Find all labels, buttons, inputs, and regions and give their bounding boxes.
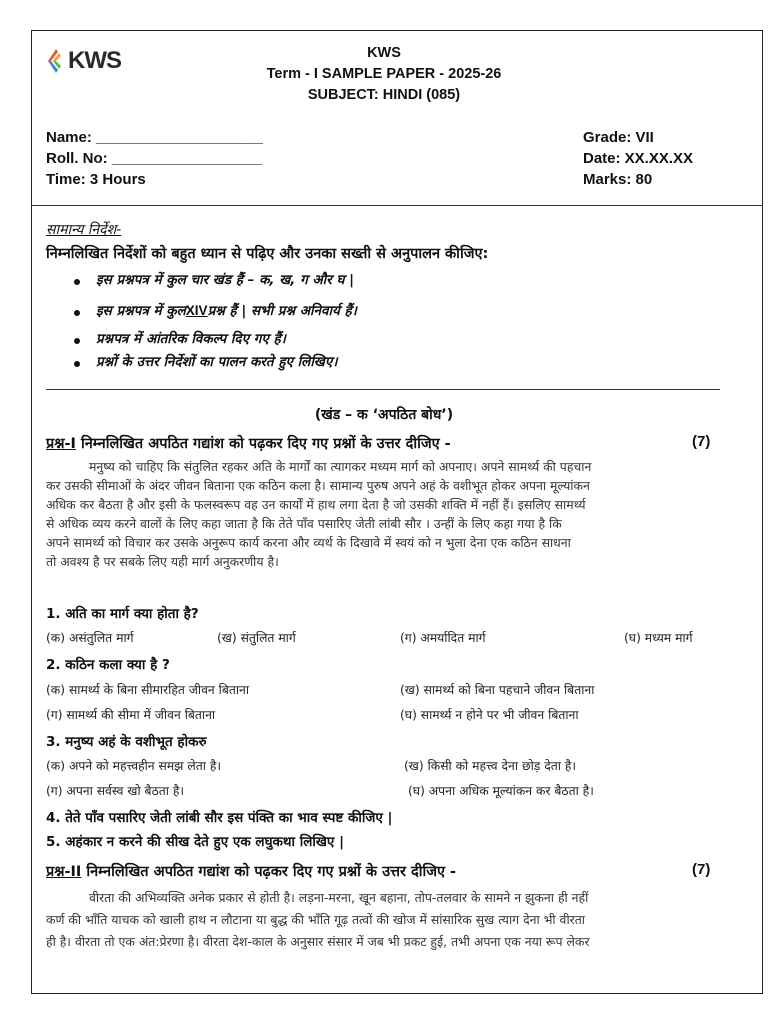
- option-b: (ख) संतुलित मार्ग: [217, 631, 296, 645]
- option-a: (क) सामर्थ्य के बिना सीमारहित जीवन बिताना: [46, 683, 250, 697]
- time-field: Time: 3 Hours: [46, 171, 146, 188]
- name-field: Name: ____________________: [46, 129, 263, 146]
- bullet: [74, 279, 80, 285]
- school-name: KWS: [367, 45, 401, 61]
- date-field: Date: XX.XX.XX: [583, 150, 694, 167]
- option-b: (ख) किसी को महत्त्व देना छोड़ देता है।: [404, 759, 577, 773]
- instructions-intro: निम्नलिखित निर्देशों को बहुत ध्यान से पढ़िए और उनका सख्ती से अनुपालन कीजिए:: [46, 246, 489, 262]
- question-2-heading: प्रश्न-II निम्नलिखित अपठित गद्यांश को पढ़कर दिए गए प्रश्नों के उत्तर दीजिए -: [46, 864, 457, 880]
- instruction-3: प्रश्नपत्र में आंतरिक विकल्प दिए गए हैं।: [96, 331, 286, 347]
- option-a: (क) असंतुलित मार्ग: [46, 631, 134, 645]
- option-d: (घ) मध्यम मार्ग: [624, 631, 693, 645]
- roll-field: Roll. No: __________________: [46, 150, 262, 167]
- instructions-heading: सामान्य निर्देश-: [46, 222, 122, 238]
- subject-title: SUBJECT: HINDI (085): [307, 87, 461, 103]
- option-b: (ख) सामर्थ्य को बिना पहचाने जीवन बिताना: [400, 683, 595, 697]
- instruction-2: इस प्रश्नपत्र में कुलXIVप्रश्न हैं | सभी प्रश्न अनिवार्य हैं।: [96, 303, 357, 319]
- question-1-heading: प्रश्न-I निम्नलिखित अपठित गद्यांश को पढ़कर दिए गए प्रश्नों के उत्तर दीजिए -: [46, 436, 451, 452]
- marks-field: Marks: 80: [583, 171, 653, 188]
- option-a: (क) अपने को महत्त्वहीन समझ लेता है।: [46, 759, 222, 773]
- question-1-marks: (7): [692, 433, 711, 450]
- sub-question-2: 2. कठिन कला क्या है ?: [46, 657, 170, 673]
- question-1-passage: मनुष्य को चाहिए कि संतुलित रहकर अति के मार्गों का त्यागकर मध्यम मार्ग को अपनाए। अपने सामर्थ्य की पहचान कर उसकी सीमाओं के अंदर जीवन बिताना एक कठिन कला है। सामान्य पुरुष अपने अहं के वशीभूत होकर अपना मूल्यांकन अधिक कर बैठता है और इसी के फलस्वरूप वह उन कार्यों में हाथ लगा देता है जो उसकी शक्ति में नहीं हैं। इसलिए सामर्थ्य से अधिक व्यय करने वालों के लिए कहा जाता है कि तेते पाँव पसारिए जेती लांबी सौर । उन्हीं के लिए कहा गया है कि अपने सामर्थ्य को विचार कर उसके अनुरूप कार्य करना और व्यर्थ के दिखावे में स्वयं को न भुला देना एक कठिन साधना तो अवश्य है पर सबके लिए यही मार्ग अनुकरणीय है।: [46, 459, 592, 569]
- bullet: [74, 338, 80, 344]
- option-d: (घ) सामर्थ्य न होने पर भी जीवन बिताना: [400, 708, 579, 722]
- sub-question-4: 4. तेते पाँव पसारिए जेती लांबी सौर इस पंक्ति का भाव स्पष्ट कीजिए |: [46, 810, 393, 826]
- instruction-1: इस प्रश्नपत्र में कुल चार खंड हैं – क, ख, ग और घ |: [96, 272, 355, 288]
- sub-question-5: 5. अहंकार न करने की सीख देते हुए एक लघुकथा लिखिए |: [46, 834, 345, 850]
- header-divider: [31, 205, 763, 206]
- sub-question-1: 1. अति का मार्ग क्या होता है?: [46, 606, 199, 622]
- paper-title: Term - I SAMPLE PAPER - 2025-26: [266, 66, 502, 82]
- instructions-divider: [46, 389, 720, 390]
- grade-field: Grade: VII: [583, 129, 654, 146]
- bullet: [74, 310, 80, 316]
- logo-text: KWS: [68, 47, 121, 74]
- bullet: [74, 361, 80, 367]
- option-c: (ग) सामर्थ्य की सीमा में जीवन बिताना: [46, 708, 216, 722]
- question-2-passage: वीरता की अभिव्यक्ति अनेक प्रकार से होती है। लड़ना-मरना, खून बहाना, तोप-तलवार के सामने न झुकना ही नहीं कर्ण की भाँति याचक को खाली हाथ न लौटाना या बुद्ध की भाँति गूढ़ तत्वों की खोज में सांसारिक सुख त्याग देना भी वीरता ही है। वीरता तो एक अंत:प्रेरणा है। वीरता देश-काल के अनुसार संसार में जब भी प्रकट हुई, तभी अपना एक नया रूप लेकर: [46, 890, 590, 949]
- option-c: (ग) अमर्यादित मार्ग: [400, 631, 486, 645]
- instruction-4: प्रश्नों के उत्तर निर्देशों का पालन करते हुए लिखिए।: [96, 354, 338, 370]
- option-d: (घ) अपना अधिक मूल्यांकन कर बैठता है।: [408, 784, 594, 798]
- sub-question-3: 3. मनुष्य अहं के वशीभूत होकरु: [46, 734, 207, 750]
- section-title: (खंड – क ‘अपठित बोध’): [314, 407, 454, 423]
- option-c: (ग) अपना सर्वस्व खो बैठता है।: [46, 784, 185, 798]
- question-2-marks: (7): [692, 861, 711, 878]
